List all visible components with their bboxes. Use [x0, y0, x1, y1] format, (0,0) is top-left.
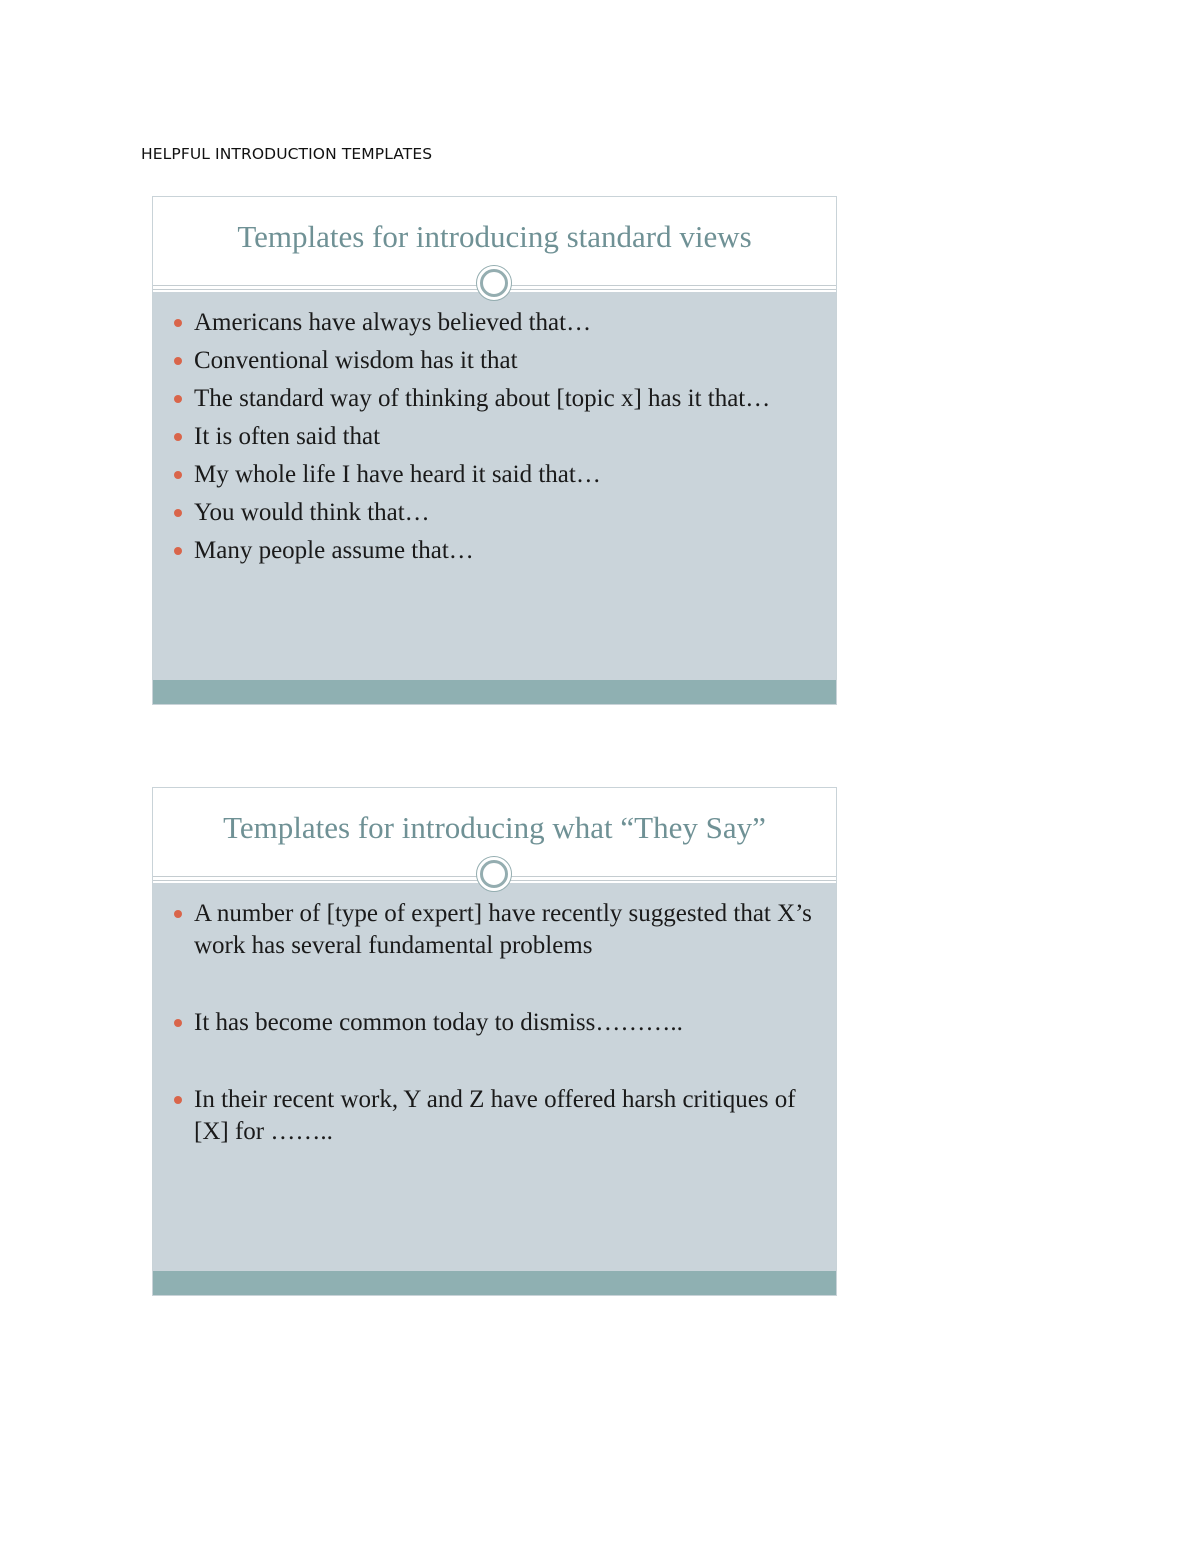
document-heading: HELPFUL INTRODUCTION TEMPLATES: [141, 145, 433, 163]
ring-ornament-icon: [476, 265, 512, 301]
bullet-item: [153, 383, 836, 415]
bullet-item: [153, 421, 836, 453]
bullet-text: In their recent work, Y and Z have offered harsh critiques of [X] for ……..: [194, 1086, 796, 1145]
bullet-text: You would think that…: [194, 499, 430, 526]
bullet-dot-icon: [174, 1096, 182, 1104]
bullet-dot-icon: [174, 433, 182, 441]
bullet-dot-icon: [174, 910, 182, 918]
bullet-item: [153, 307, 836, 339]
slide-title: Templates for introducing standard views: [237, 219, 752, 254]
bullet-text: A number of [type of expert] have recently suggested that X’s work has several fundamental problems: [194, 900, 812, 959]
slide-standard-views: [152, 196, 837, 705]
slide-footer-bar: [153, 680, 836, 704]
bullet-dot-icon: [174, 395, 182, 403]
bullet-text: Conventional wisdom has it that: [194, 347, 518, 374]
bullet-list: [153, 307, 836, 573]
slide-footer-bar: [153, 1271, 836, 1295]
bullet-item: [153, 1084, 836, 1148]
bullet-item: [153, 459, 836, 491]
bullet-text: Americans have always believed that…: [194, 309, 592, 336]
bullet-item: [153, 345, 836, 377]
ring-ornament-icon: [476, 856, 512, 892]
bullet-item: [153, 898, 836, 962]
bullet-item: [153, 497, 836, 529]
slide-they-say: [152, 787, 837, 1296]
bullet-dot-icon: [174, 547, 182, 555]
bullet-text: It has become common today to dismiss………..: [194, 1009, 683, 1036]
bullet-item: [153, 535, 836, 567]
bullet-dot-icon: [174, 471, 182, 479]
bullet-dot-icon: [174, 319, 182, 327]
bullet-text: The standard way of thinking about [topic x] has it that…: [194, 385, 771, 412]
bullet-list: [153, 898, 836, 1193]
bullet-dot-icon: [174, 1019, 182, 1027]
bullet-dot-icon: [174, 357, 182, 365]
bullet-dot-icon: [174, 509, 182, 517]
bullet-item: [153, 1007, 836, 1039]
bullet-text: Many people assume that…: [194, 537, 474, 564]
slide-title: Templates for introducing what “They Say”: [223, 810, 766, 845]
bullet-text: My whole life I have heard it said that…: [194, 461, 601, 488]
bullet-text: It is often said that: [194, 423, 381, 450]
